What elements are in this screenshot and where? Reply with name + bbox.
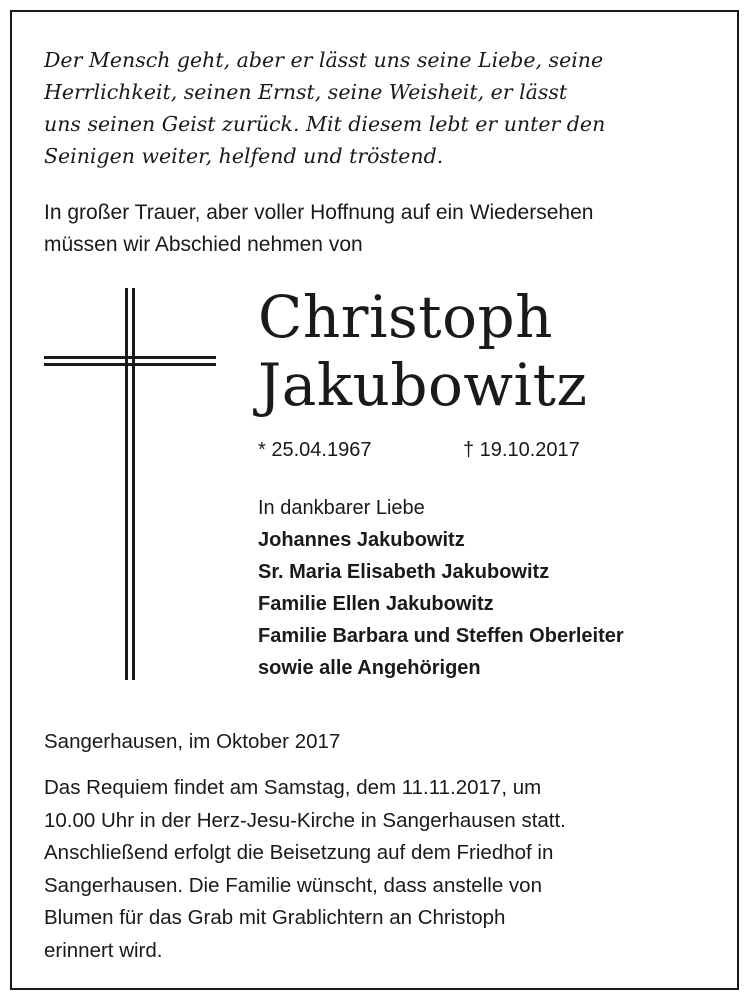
mourner-name: Sr. Maria Elisabeth Jakubowitz (258, 561, 550, 583)
requiem-line: Blumen für das Grab mit Grablichtern an Christoph (44, 906, 506, 929)
mourners (258, 492, 624, 684)
mourner-name: Familie Ellen Jakubowitz (258, 593, 494, 615)
requiem-line: 10.00 Uhr in der Herz-Jesu-Kirche in Sangerhausen statt. (44, 808, 566, 832)
deceased-name (258, 283, 587, 419)
birth-date: * 25.04.1967 (258, 439, 372, 461)
death-date: † 19.10.2017 (463, 439, 580, 461)
intro-line: müssen wir Abschied nehmen von (44, 233, 363, 256)
mourners-heading: In dankbarer Liebe (258, 497, 425, 519)
intro-line: In großer Trauer, aber voller Hoffnung auf ein Wiedersehen (44, 201, 594, 224)
mourner-name: sowie alle Angehörigen (258, 657, 481, 679)
place-date: Sangerhausen, im Oktober 2017 (44, 730, 341, 753)
mourner-name: Familie Barbara und Steffen Oberleiter (258, 625, 624, 647)
requiem-line: erinnert wird. (44, 938, 163, 962)
cross-icon (44, 288, 216, 680)
requiem-line: Sangerhausen. Die Familie wünscht, dass anstelle von (44, 873, 542, 897)
last-name: Jakubowitz (258, 351, 588, 419)
quote-line: Herrlichkeit, seinen Ernst, seine Weisheit, er lässt (44, 80, 568, 104)
quote-line: uns seinen Geist zurück. Mit diesem lebt er unter den (44, 112, 606, 136)
life-dates (258, 436, 580, 464)
quote-line: Seinigen weiter, helfend und tröstend. (44, 144, 444, 168)
requiem-line: Das Requiem findet am Samstag, dem 11.11.2017, um (44, 776, 542, 799)
intro-text (44, 197, 593, 261)
requiem-line: Anschließend erfolgt die Beisetzung auf dem Friedhof in (44, 841, 554, 864)
first-name: Christoph (258, 283, 553, 351)
requiem-info (44, 772, 566, 967)
quote-line: Der Mensch geht, aber er lässt uns seine Liebe, seine (44, 48, 604, 72)
mourner-name: Johannes Jakubowitz (258, 529, 465, 551)
quote (44, 44, 724, 172)
